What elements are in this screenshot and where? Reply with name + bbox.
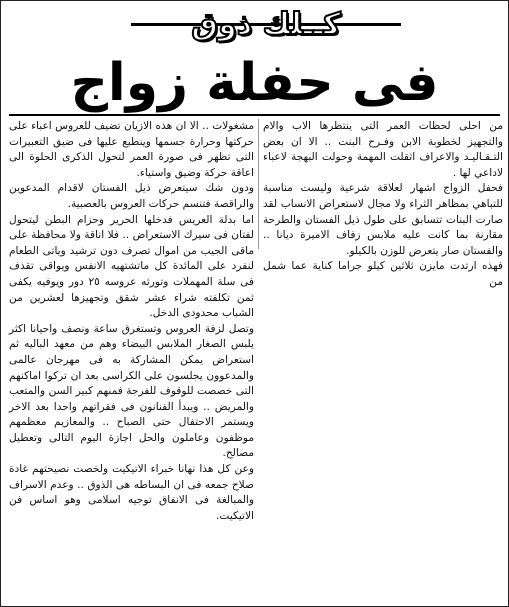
paragraph: فحفل الزواج اشهار لعلاقة شرعية وليست مناسبة للتباهي بمظاهر الثراء ولا مجال لاستعراض الانساب لقد صارت البنات تتسابق على طول ذيل الفستان والطرحة مقارنة بما كانت عليه ملابس زفاف الاميرة ديانا .. والفستان صار يتعرض للوزن بالكيلو. <box>263 182 503 257</box>
paragraph: اما بدلة العريس فدخلها الحرير وحزام البطن ليتحول لفتان فى سيرك الاستعراض .. فلا اناقة ولا محافظة على ماقى الجيب من اموال تصرف دون ترشيد وياتى الطعام لنفرد على المائدة كل ماتشتهيه الانفس ويواقى تقذف فى سلة المهملات وتورثه عروسه ٢٥ دور ويوفيه يكفى ثمن تكلفته شراء عشر شقق وتجهيزها لعشرين من الشباب محدودى الدخل. <box>9 213 254 320</box>
left-column <box>9 119 254 524</box>
headline-rule <box>9 114 500 116</box>
paragraph: وعن كل هذا نهانا خبراء الاتيكيت ولخصت نصيحتهم غادة صلاح جمعه فى ان البساطه هى الذوق .. وعدم الاسراف والمبالغة فى الانفاق توجيه اسلامى وهو اساس فن الاتيكيت. <box>9 463 254 522</box>
paragraph: من احلى لحظات العمر التى ينتظرها الاب والام والتجهيز لخطوبة الابن وفـرح البنت .. الا ان بعض التـقـاليـد والاعراف اثقلت المهمة وحولت البهجة لاعباء لاداعي لها . <box>263 120 503 179</box>
headline: فى حفلة زواج <box>70 53 439 113</box>
column-tag <box>131 3 401 45</box>
paragraph: مشغولات .. الا ان هذه الازيان تضيف للعروس اعباء على حركتها وحرارة جسمها وينطبع عليها فى ضيق التعبيرات التى تظهر فى صورة العمر لتحول الذكرى الحلوة الى اعاقة حركة وضيق واستياء. <box>9 120 254 179</box>
column-tag-text: كــلك ذوق <box>191 6 341 42</box>
paragraph: ودون شك سيتعرض ذيل الفستان لاقدام المدعوين والراقصة فتنسم حركات العروس بالعصبية. <box>9 182 254 210</box>
paragraph: فهذه ارتدت مايزن ثلاثين كيلو جراما كناية عما شمل من <box>263 260 503 288</box>
right-column <box>263 119 503 291</box>
column-divider <box>258 119 259 249</box>
paragraph: وتصل لزفة العروس وتستغرق ساعة ونصف واحيانا اكثر يلبس الصغار الملابس البيضاء وهم من معهد الباليه ثم استعراض يمكن المشاركة به فى مهرجان عالمى والمدعوون يجلسون على الكراسى بعد ان تركوا اماكنهم التى خصصت للوقوف للفرجة فمنهم كبير السن والمتعب والمريض .. ويبدأ الفنانون فى فقراتهم واحدا بعد الاخر ويستمر الاحتفال حتى الصباح .. والمعازيم معظمهم موظفون وعاملون والحل اجازة اليوم التالى وتعطيل مصالح. <box>9 322 254 460</box>
